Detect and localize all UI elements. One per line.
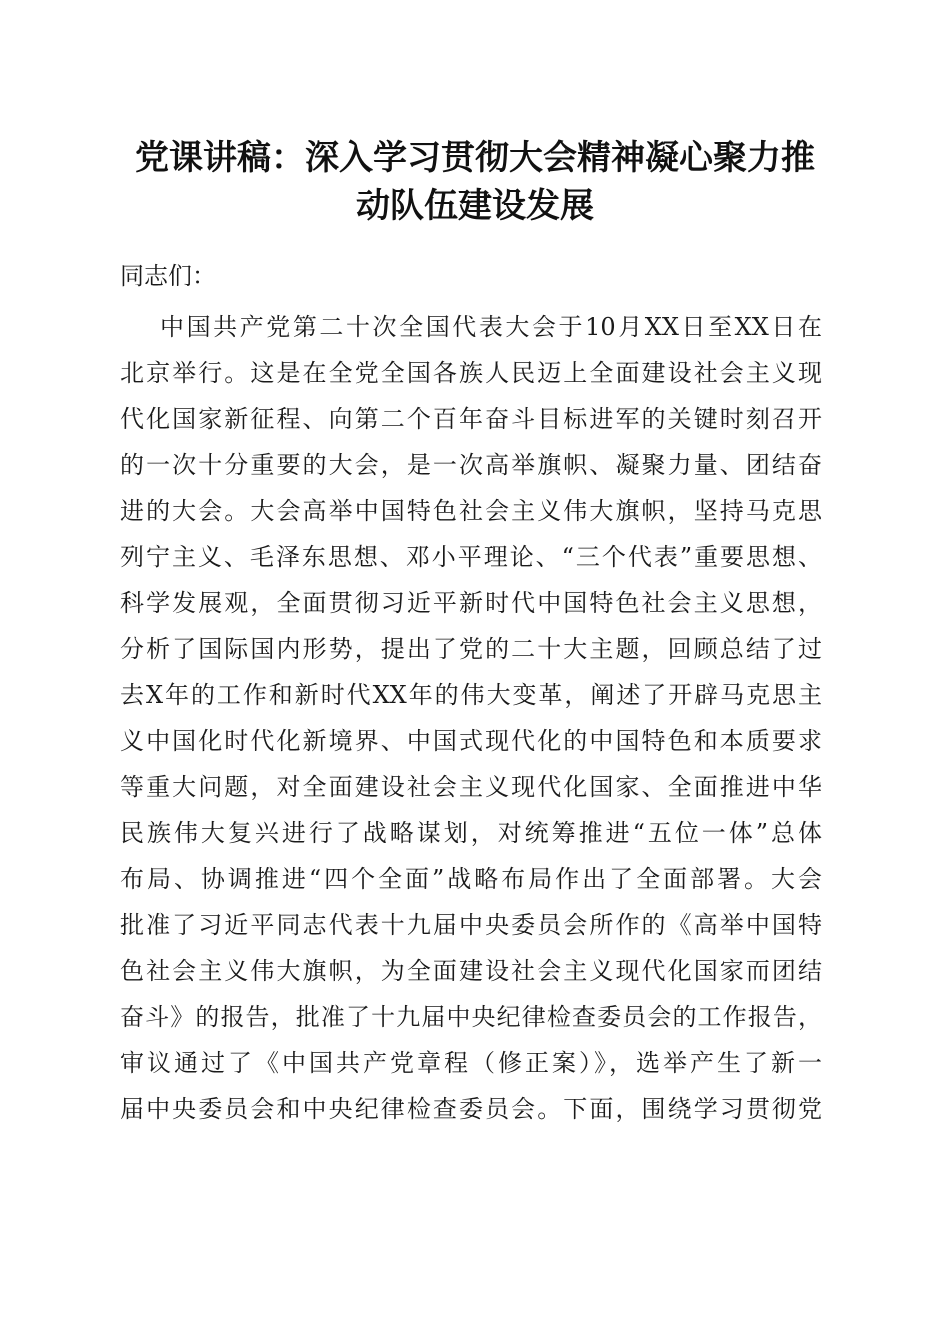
paragraph-line: 进的大会。大会高举中国特色社会主义伟大旗帜，坚持马克思 [120,497,822,525]
paragraph-line: 色社会主义伟大旗帜，为全面建设社会主义现代化国家而团结 [120,957,822,985]
salutation: 同志们： [120,262,216,290]
paragraph-line: 去X年的工作和新时代XX年的伟大变革，阐述了开辟马克思主 [120,681,822,709]
paragraph-line: 的一次十分重要的大会，是一次高举旗帜、凝聚力量、团结奋 [120,451,822,479]
paragraph-line: 分析了国际国内形势，提出了党的二十大主题，回顾总结了过 [120,635,822,663]
paragraph-line: 批准了习近平同志代表十九届中央委员会所作的《高举中国特 [120,911,822,939]
paragraph-line: 中国共产党第二十次全国代表大会于10月XX日至XX日在 [160,313,822,341]
document-title [100,134,850,230]
paragraph-line: 列宁主义、毛泽东思想、邓小平理论、“三个代表”重要思想、 [120,543,822,571]
paragraph-line: 义中国化时代化新境界、中国式现代化的中国特色和本质要求 [120,727,822,755]
paragraph-line: 届中央委员会和中央纪律检查委员会。下面，围绕学习贯彻党 [120,1095,822,1123]
paragraph-line: 等重大问题，对全面建设社会主义现代化国家、全面推进中华 [120,773,822,801]
title-line-1: 党课讲稿：深入学习贯彻大会精神凝心聚力推 [135,138,815,178]
paragraph-line: 奋斗》的报告，批准了十九届中央纪律检查委员会的工作报告， [120,1003,822,1031]
paragraph-line: 科学发展观，全面贯彻习近平新时代中国特色社会主义思想， [120,589,822,617]
title-line-2: 动队伍建设发展 [356,186,594,226]
paragraph-line: 布局、协调推进“四个全面”战略布局作出了全面部署。大会 [120,865,822,893]
paragraph-line: 民族伟大复兴进行了战略谋划，对统筹推进“五位一体”总体 [120,819,822,847]
paragraph-line: 代化国家新征程、向第二个百年奋斗目标进军的关键时刻召开 [120,405,822,433]
paragraph-line: 北京举行。这是在全党全国各族人民迈上全面建设社会主义现 [120,359,822,387]
paragraph-line: 审议通过了《中国共产党章程（修正案）》，选举产生了新一 [120,1049,822,1077]
